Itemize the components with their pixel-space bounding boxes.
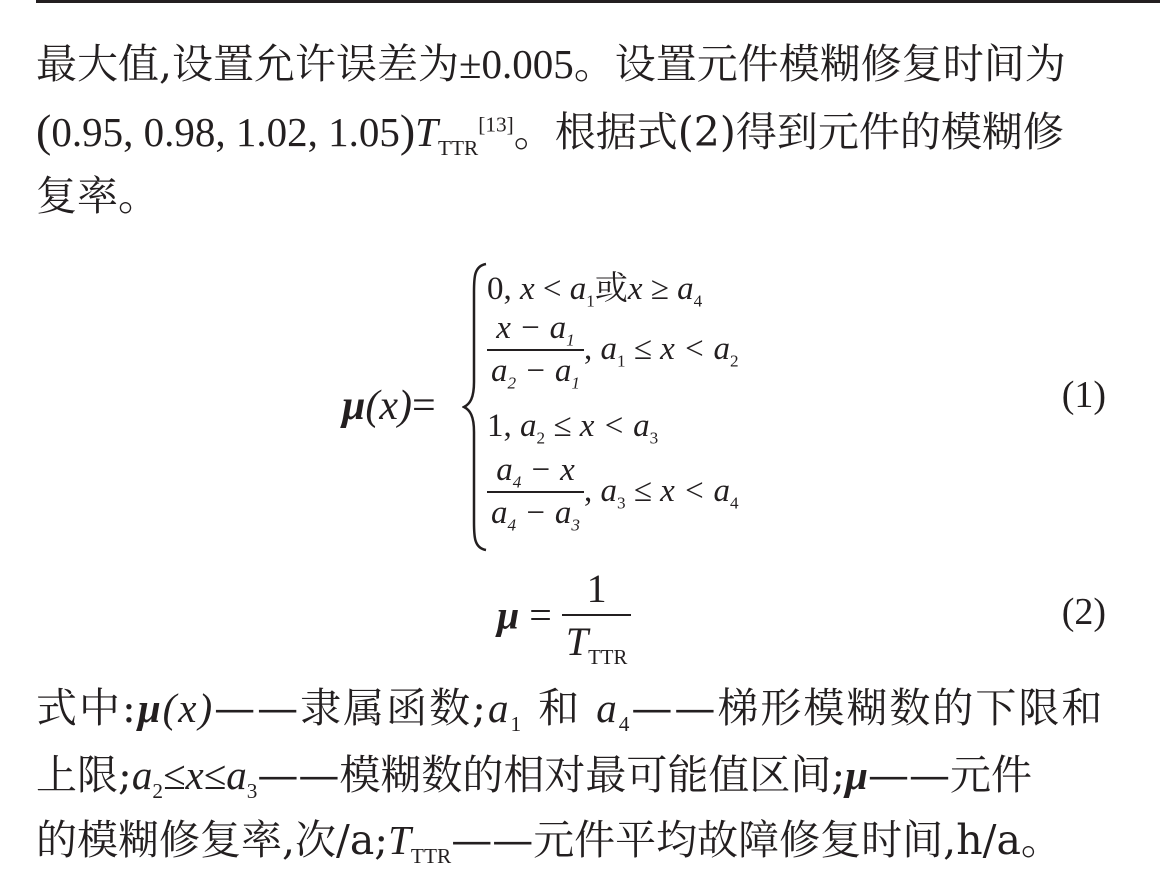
subscript: 1 (571, 373, 580, 393)
subscript: 2 (152, 779, 163, 804)
var-a: a (131, 752, 153, 798)
var-a: a (633, 408, 650, 444)
var-x: x (627, 271, 643, 307)
subscript: 3 (616, 493, 626, 513)
var-a: a (600, 331, 617, 367)
subscript: 1 (510, 712, 524, 737)
var-a: a (487, 685, 511, 731)
condition-text: ≤ x < (625, 473, 714, 509)
subscript: 2 (507, 373, 517, 393)
ttr-subscript: TTR (588, 646, 628, 669)
subscript: 3 (571, 515, 580, 535)
var-a: a (491, 495, 508, 531)
mu-argument: (x) (365, 383, 412, 429)
case-row-1 (487, 262, 702, 309)
var-a: a (491, 353, 508, 389)
citation-ref: [13] (478, 112, 514, 137)
top-rule (36, 0, 1160, 3)
eq1-lhs (342, 380, 436, 430)
text-run: 和 (523, 684, 597, 732)
text-run: ——元件 (867, 751, 1032, 799)
left-brace (462, 262, 490, 552)
equation-2 (497, 565, 631, 669)
var-a: a (677, 271, 694, 307)
equation-1-number: (1) (1061, 374, 1106, 416)
numerator-text: − x (521, 452, 575, 488)
text-run: ——隶属函数; (214, 684, 488, 732)
subscript: 2 (536, 428, 546, 448)
var-a: a (496, 452, 513, 488)
var-a: a (713, 473, 731, 509)
legend-line-2 (36, 751, 1032, 804)
open-paren: ( (36, 105, 52, 156)
mu-symbol: μ (845, 752, 868, 798)
or-word: 或 (594, 268, 628, 307)
subscript: 4 (693, 291, 703, 311)
subscript: 4 (618, 712, 632, 737)
case-row-3 (487, 405, 659, 448)
text-run: 最大值,设置允许误差为 (36, 40, 460, 88)
denominator-text: − a (516, 353, 572, 389)
var-a: a (569, 271, 587, 307)
ttr-symbol: T (565, 619, 589, 664)
text-run: 复率。 (36, 172, 159, 220)
mu-symbol: μ (342, 383, 366, 429)
comma: , (583, 331, 601, 367)
subscript: 3 (246, 779, 258, 804)
subscript: 1 (566, 330, 575, 350)
var-a: a (520, 408, 537, 444)
mu-symbol: μ (497, 592, 520, 638)
condition-text: ≤x≤ (162, 752, 227, 798)
text-run: ——梯形模糊数的下限和 (631, 684, 1105, 732)
operator: ≥ (642, 271, 678, 307)
text-run: ——模糊数的相对最可能值区间; (257, 751, 846, 799)
case-row-4 (487, 452, 739, 535)
legend-line-1 (36, 684, 1105, 737)
close-paren: ) (399, 105, 416, 156)
case-value: 1, (487, 408, 520, 444)
fraction (487, 310, 584, 393)
subscript: 1 (586, 291, 595, 311)
fraction-bar (562, 614, 632, 616)
subscript: 1 (616, 351, 626, 371)
ttr-symbol: T (415, 109, 438, 155)
fraction-numerator (487, 452, 584, 492)
subscript: 2 (730, 351, 739, 371)
repair-time-values: 0.95, 0.98, 1.02, 1.05 (51, 109, 400, 155)
condition-text: ≤ x < (545, 408, 634, 444)
var-x: x (520, 271, 535, 307)
equation-1 (342, 262, 842, 552)
var-a: a (596, 685, 619, 731)
fraction-denominator (487, 495, 584, 535)
fraction-numerator (487, 310, 584, 350)
condition-text: ≤ x < (625, 331, 714, 367)
comma: , (583, 473, 601, 509)
tolerance-value: ±0.005 (459, 41, 574, 87)
legend-line-3 (36, 816, 1062, 869)
fraction-bar (487, 491, 584, 493)
var-a: a (226, 752, 247, 798)
text-run: 的模糊修复率,次/a; (36, 816, 389, 864)
numerator-text: x − a (496, 310, 567, 346)
text-run: 。根据式(2)得到元件的模糊修 (513, 108, 1064, 156)
ttr-symbol: T (388, 817, 411, 863)
equals-sign: = (519, 592, 562, 638)
mu-argument: (x) (162, 685, 215, 731)
var-a: a (713, 331, 731, 367)
mu-symbol: μ (137, 685, 163, 731)
ttr-subscript: TTR (410, 844, 452, 869)
fraction (487, 452, 584, 535)
fraction-denominator (562, 618, 632, 669)
fraction-numerator: 1 (586, 566, 607, 611)
subscript: 4 (730, 493, 739, 513)
fraction-denominator (487, 353, 584, 393)
text-run: 。设置元件模糊修复时间为 (573, 40, 1066, 88)
case-value: 0, (487, 271, 520, 307)
text-run: 式中: (36, 684, 138, 732)
text-run: ——元件平均故障修复时间,h/a。 (451, 816, 1062, 864)
subscript: 4 (512, 472, 522, 492)
paragraph-line-2 (36, 105, 1064, 161)
paragraph-line-1 (36, 40, 1066, 88)
equation-2-number: (2) (1061, 591, 1106, 633)
var-a: a (600, 473, 617, 509)
operator: < (534, 271, 570, 307)
text-run: 上限; (36, 751, 132, 799)
subscript: 4 (507, 515, 517, 535)
denominator-text: − a (516, 495, 572, 531)
fraction (562, 565, 632, 669)
case-row-2 (487, 310, 739, 393)
equals-sign: = (411, 383, 436, 429)
subscript: 3 (649, 428, 659, 448)
ttr-subscript: TTR (437, 136, 479, 161)
paragraph-line-3 (36, 172, 159, 220)
